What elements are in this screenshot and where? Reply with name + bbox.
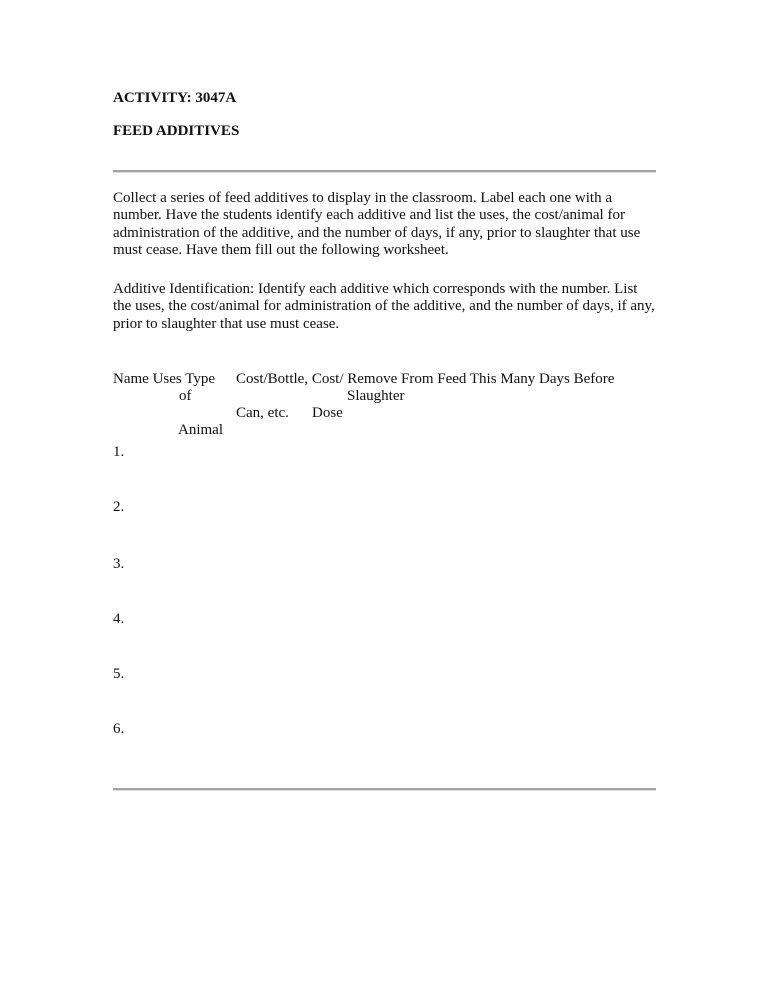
worksheet-header-dose: Dose <box>312 405 343 421</box>
worksheet-header-animal: Animal <box>178 422 223 438</box>
worksheet-item-number: 4. <box>113 611 125 627</box>
worksheet-item-number: 6. <box>113 721 125 737</box>
worksheet-item-number: 5. <box>113 666 125 682</box>
activity-heading: ACTIVITY: 3047A <box>113 90 237 106</box>
document-title: FEED ADDITIVES <box>113 123 240 139</box>
worksheet-header-name-uses-type: Name Uses Type <box>113 371 215 387</box>
horizontal-rule-bottom <box>113 788 656 790</box>
worksheet-header-cost-remove: Cost/Bottle, Cost/ Remove From Feed This Many Days Before <box>236 371 615 387</box>
horizontal-rule-top <box>113 170 656 172</box>
worksheet-item-number: 2. <box>113 499 125 515</box>
worksheet-header-slaughter: Slaughter <box>347 388 405 404</box>
intro-paragraph-2: Additive Identification: Identify each additive which corresponds with the number. List the uses, the cost/animal for administration of the additive, and the number of days, if any, prior to slaughter that use must cease. <box>113 281 655 332</box>
worksheet-header-can-etc: Can, etc. <box>236 405 289 421</box>
worksheet-item-number: 3. <box>113 556 125 572</box>
worksheet-item-number: 1. <box>113 444 125 460</box>
worksheet-header-of: of <box>179 388 192 404</box>
intro-paragraph-1: Collect a series of feed additives to display in the classroom. Label each one with a number. Have the students identify each additive and list the uses, the cost/animal for administration of the additive, and the number of days, if any, prior to slaughter that use must cease. Have them fill out the following worksheet. <box>113 190 641 258</box>
